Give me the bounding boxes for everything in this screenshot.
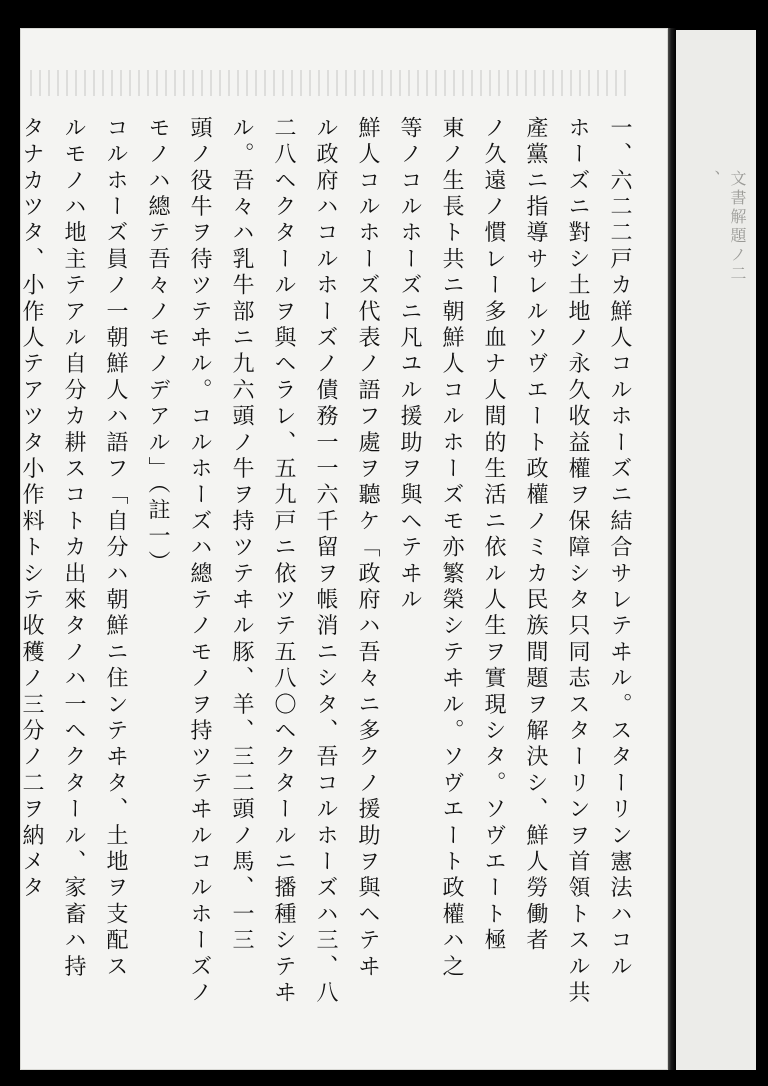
text-line: ル。吾々ハ乳牛部ニ九六頭ノ牛ヲ持ツテヰル豚、羊、三二頭ノ馬、一三 [229, 116, 254, 955]
facing-page-bleed-text [690, 170, 750, 970]
text-line: 鮮人コルホーズ代表ノ語フ處ヲ聽ケ「政府ハ吾々ニ多クノ援助ヲ與ヘテヰ [355, 116, 380, 981]
scan-speckle [30, 70, 630, 96]
bleed-line: 、 [702, 170, 721, 189]
text-line: 等ノコルホーズニ凡ユル援助ヲ與ヘテヰル [397, 116, 422, 614]
text-line: ホーズニ對シ土地ノ永久收益權ヲ保障シタ只同志スターリンヲ首領トスル共 [565, 116, 590, 1007]
text-line: ノ久遠ノ慣レー多血ナ人間的生活ニ依ル人生ヲ實現シタ。ソヴエート極 [481, 116, 506, 955]
text-line: コルホーズ員ノ一朝鮮人ハ語フ「自分ハ朝鮮ニ住ンテヰタ、土地ヲ支配ス [103, 116, 128, 981]
text-line: 一、六二二戸カ鮮人コルホーズニ結合サレテヰル。スターリン憲法ハコル [607, 116, 632, 981]
text-line: 東ノ生長ト共ニ朝鮮人コルホーズモ亦繁榮シテヰル。ソヴエート政權ハ之 [439, 116, 464, 981]
text-line: 頭ノ役牛ヲ待ツテヰル。コルホーズハ總テノモノヲ持ツテヰルコルホーズノ [187, 116, 212, 1007]
text-line: タナカツタ、小作人テアツタ小作料トシテ收穫ノ三分ノ二ヲ納メタ [19, 116, 44, 902]
bleed-line: 文書解題ノ二 [728, 170, 747, 284]
vertical-text-block [19, 116, 640, 1007]
text-line: ル政府ハコルホーズノ債務一一六千留ヲ帳消ニシタ、吾コルホーズハ三、八 [313, 116, 338, 1007]
text-line: ルモノハ地主テアル自分カ耕スコトカ出來タノハ一ヘクタール、家畜ハ持 [61, 116, 86, 981]
text-line: 產黨ニ指導サレルソヴエート政權ノミカ民族間題ヲ解決シ、鮮人勞働者 [523, 116, 548, 955]
text-line: 二八ヘクタールヲ與ヘラレ、五九戸ニ依ツテ五八〇ヘクタールニ播種シテヰ [271, 116, 296, 1007]
text-line: モノハ總テ吾々ノモノデアル」（註一） [145, 116, 170, 577]
